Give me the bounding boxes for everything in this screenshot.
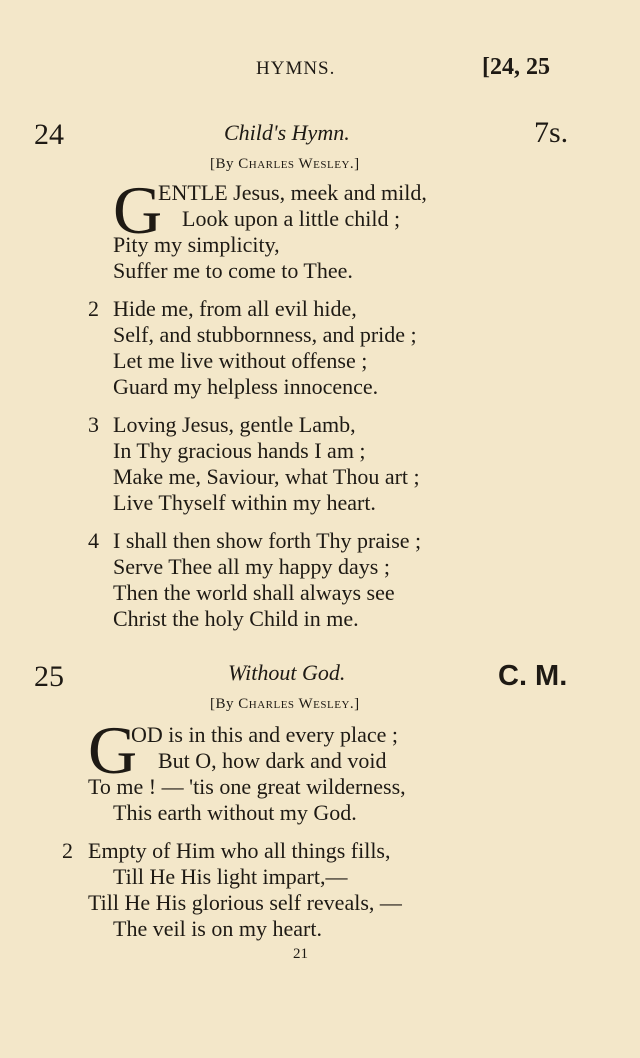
hymn-meter: C. M.	[498, 660, 568, 692]
verse-line: In Thy gracious hands I am ;	[113, 438, 366, 463]
hymn-range: [24, 25	[482, 54, 550, 80]
verse-number: 3	[88, 412, 99, 437]
byline-open: [By	[210, 156, 239, 172]
verse-line: I shall then show forth Thy praise ;	[113, 528, 422, 553]
verse-line: Loving Jesus, gentle Lamb,	[113, 412, 356, 437]
verse-line: Hide me, from all evil hide,	[113, 296, 357, 321]
verse-line: This earth without my God.	[113, 800, 357, 825]
verse-line: Suffer me to come to Thee.	[113, 258, 353, 283]
verse-line: But O, how dark and void	[158, 748, 387, 773]
drop-cap: G	[88, 712, 138, 788]
verse-line: Then the world shall always see	[113, 580, 395, 605]
byline-close: .]	[349, 156, 360, 172]
byline-author: Charles Wesley	[238, 156, 350, 172]
verse-line: Christ the holy Child in me.	[113, 606, 359, 631]
byline-author: Charles Wesley	[238, 696, 350, 712]
verse-line: The veil is on my heart.	[113, 916, 322, 941]
verse-line: Pity my simplicity,	[113, 232, 280, 257]
verse-number: 2	[88, 296, 99, 321]
verse-line: Self, and stubbornness, and pride ;	[113, 322, 417, 347]
verse-line: Serve Thee all my happy days ;	[113, 554, 390, 579]
hymn-meter: 7s.	[534, 116, 569, 149]
hymn-byline	[210, 696, 360, 713]
running-head: HYMNS.	[256, 58, 336, 79]
verse-line: OD is in this and every place ;	[131, 722, 398, 747]
page-number: 21	[293, 946, 308, 962]
hymn-title: Child's Hymn.	[224, 120, 350, 145]
verse-line: Till He His glorious self reveals, —	[88, 890, 402, 915]
verse-line: Live Thyself within my heart.	[113, 490, 376, 515]
verse-line: Guard my helpless innocence.	[113, 374, 379, 399]
verse-number: 4	[88, 528, 99, 553]
hymn-number: 24	[34, 118, 64, 151]
verse-number: 2	[62, 838, 73, 863]
verse-line: To me ! — 'tis one great wilderness,	[88, 774, 406, 799]
hymn-title: Without God.	[228, 660, 346, 685]
verse-line: Make me, Saviour, what Thou art ;	[113, 464, 420, 489]
byline-close: .]	[349, 696, 360, 712]
hymn-number: 25	[34, 660, 64, 693]
verse-line: Empty of Him who all things fills,	[88, 838, 391, 863]
verse-line: Look upon a little child ;	[182, 206, 401, 231]
hymn-byline	[210, 156, 360, 173]
drop-cap: G	[113, 172, 163, 248]
byline-open: [By	[210, 696, 239, 712]
verse-line: Till He His light impart,—	[113, 864, 348, 889]
verse-line: Let me live without offense ;	[113, 348, 368, 373]
verse-line: ENTLE Jesus, meek and mild,	[158, 180, 427, 205]
